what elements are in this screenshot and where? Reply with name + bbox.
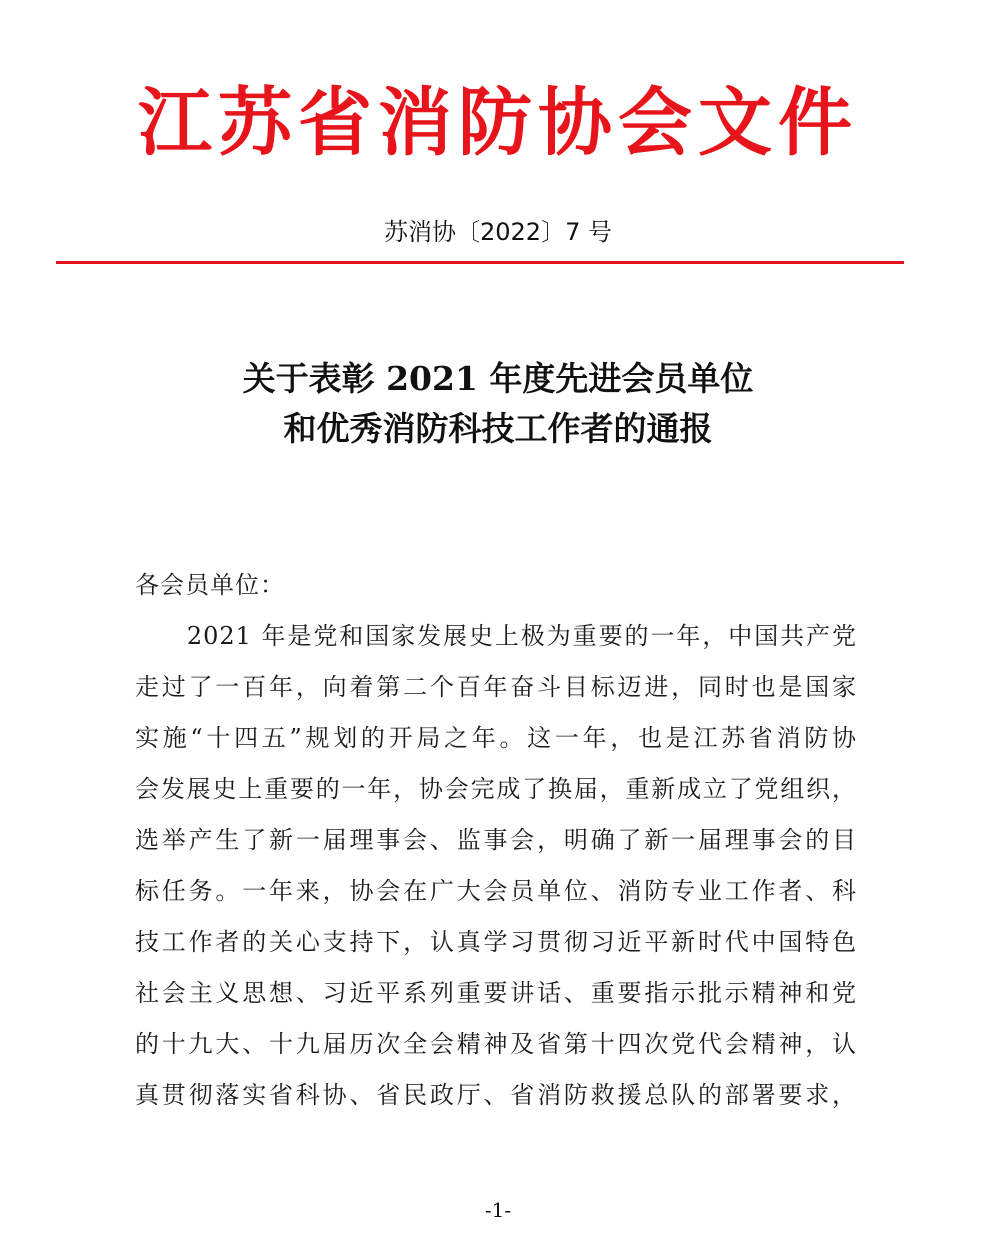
body-line: 真贯彻落实省科协、省民政厅、省消防救援总队的部署要求， xyxy=(135,1081,857,1109)
red-divider-rule xyxy=(56,261,904,264)
body-line: 的十九大、十九届历次全会精神及省第十四次党代会精神，认 xyxy=(135,1030,857,1058)
body-line: 2021 年是党和国家发展史上极为重要的一年，中国共产党 xyxy=(135,622,857,650)
title-line-1: 关于表彰 2021 年度先进会员单位 xyxy=(242,359,754,398)
notice-title xyxy=(0,354,996,454)
document-number: 苏消协〔2022〕7 号 xyxy=(384,218,612,246)
body-line: 实施“十四五”规划的开局之年。这一年，也是江苏省消防协 xyxy=(135,724,857,752)
notice-body xyxy=(135,560,857,1121)
body-line: 社会主义思想、习近平系列重要讲话、重要指示批示精神和党 xyxy=(135,979,857,1007)
body-line: 会发展史上重要的一年，协会完成了换届，重新成立了党组织， xyxy=(135,775,857,803)
title-line-2: 和优秀消防科技工作者的通报 xyxy=(283,409,713,448)
body-line: 选举产生了新一届理事会、监事会，明确了新一届理事会的目 xyxy=(135,826,857,854)
body-line: 技工作者的关心支持下，认真学习贯彻习近平新时代中国特色 xyxy=(135,928,857,956)
issuer-masthead: 江苏省消防协会文件 xyxy=(138,80,858,166)
body-line: 标任务。一年来，协会在广大会员单位、消防专业工作者、科 xyxy=(135,877,857,905)
salutation: 各会员单位： xyxy=(135,571,285,599)
body-line: 走过了一百年，向着第二个百年奋斗目标迈进，同时也是国家 xyxy=(135,673,857,701)
page-number: -1- xyxy=(484,1198,512,1222)
